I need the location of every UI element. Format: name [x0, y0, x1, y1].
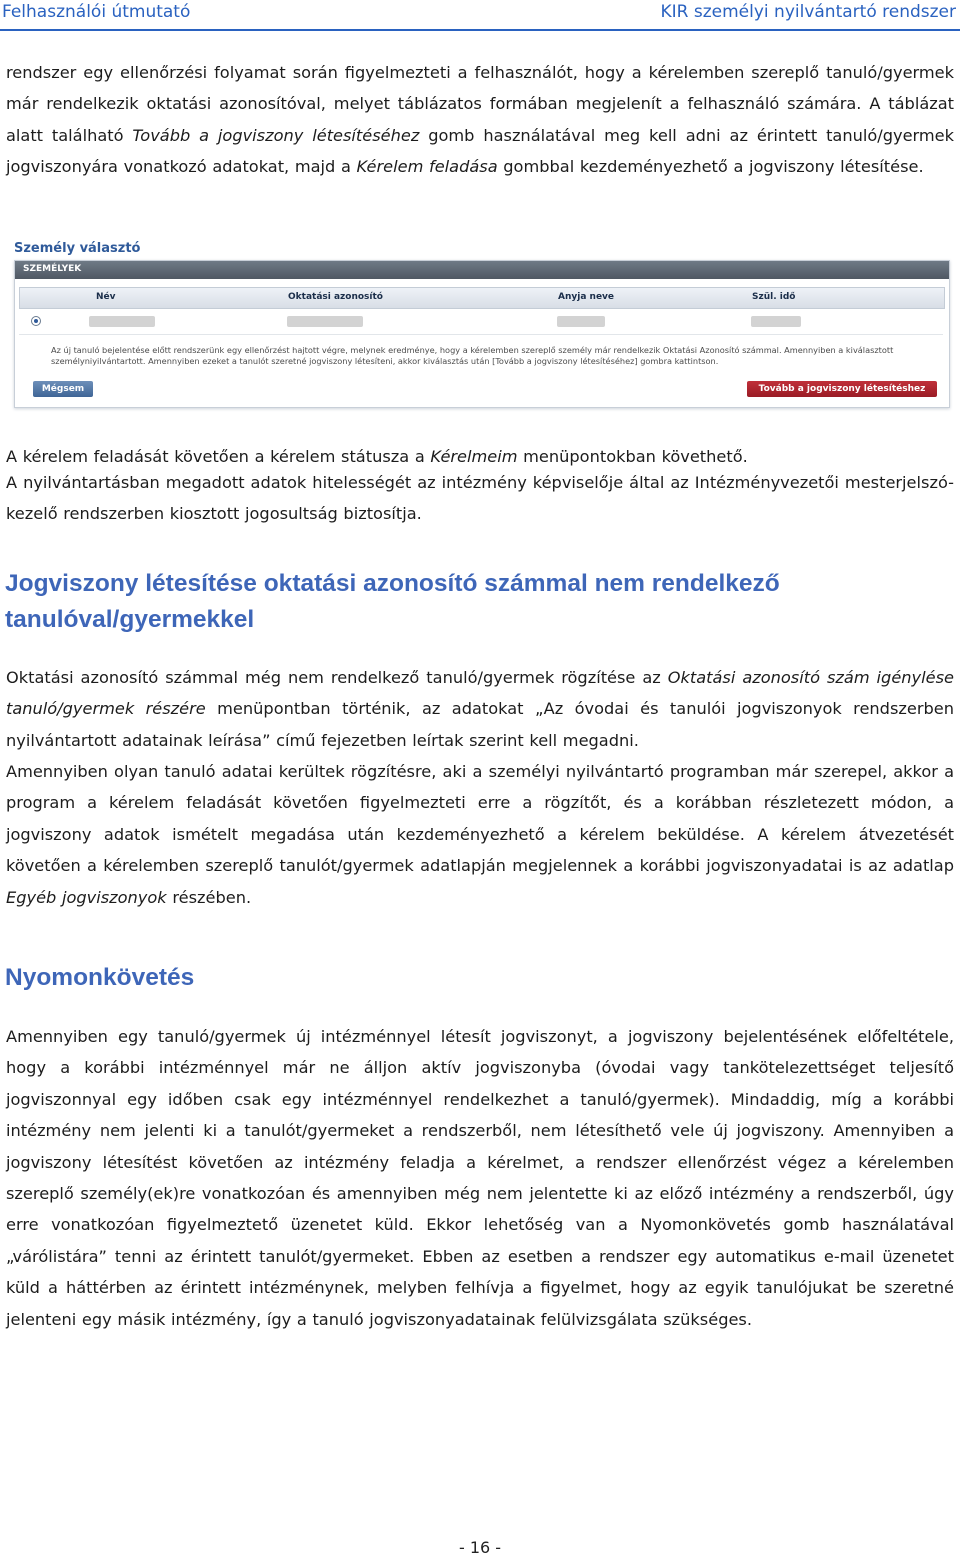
authenticity-paragraph: A nyilvántartásban megadott adatok hitelességét az intézmény képviselője által az Intézményvezetői mesterjelszó-kezelő rendszerben kiosztott jogosultság biztosítja. [6, 473, 954, 524]
document-title: Felhasználói útmutató [2, 2, 191, 22]
button-reference: Kérelem feladása [356, 157, 498, 177]
redacted-birth-date [751, 316, 801, 327]
text-run: A kérelem feladását követően a kérelem státusza a [6, 447, 431, 466]
redacted-education-id [287, 316, 363, 327]
text-run: menüpontokban követhető. [517, 447, 748, 466]
redacted-name [89, 316, 155, 327]
cancel-button[interactable]: Mégsem [33, 381, 93, 397]
redacted-mother-name [557, 316, 605, 327]
menu-reference: Oktatási azonosító szám igénylése tanuló/gyermek részére [6, 668, 954, 719]
continue-to-enrollment-button[interactable]: Tovább a jogviszony létesítéshez [747, 381, 937, 397]
notice-line: személyniyilvántartott. Amennyiben ezeket a tanulót szeretné jogviszony létesíteni, akkor kiválasztás után [Tovább a jogviszony létesítéséhez] gombra kattintson. [51, 356, 719, 366]
section-reference: Egyéb jogviszonyok [6, 887, 167, 907]
column-birth-date: Szül. idő [752, 292, 796, 302]
page-header [0, 0, 960, 28]
button-reference: Tovább a jogviszony létesítéséhez [132, 125, 420, 145]
persons-tab [15, 261, 949, 279]
text-run: gomb használatával meg kell adni az érintett tanuló/gyermek jogviszonyára vonatkozó adatokat, majd a [6, 125, 954, 177]
text-run: részében. [166, 887, 252, 907]
text-run: Oktatási azonosító számmal még nem rendelkező tanuló/gyermek rögzítése az [6, 668, 668, 687]
tab-label: SZEMÉLYEK [23, 264, 82, 274]
text-run: rendszer egy ellenőrzési folyamat során figyelmezteti a felhasználót, hogy a kérelemben szereplő tanuló/gyermek már rendelkezik oktatási azonosítóval, melyet táblázatos formában megjelenít a felhasználó számára. A táblázat alatt található [6, 63, 954, 145]
section-heading: Jogviszony létesítése oktatási azonosító számmal nem rendelkező tanulóval/gyermekkel [5, 570, 780, 633]
column-name: Név [96, 292, 116, 302]
row-select-radio[interactable] [31, 316, 41, 326]
person-selector-screenshot [14, 238, 952, 414]
table-header [19, 287, 945, 309]
text-run: menüpontban történik, az adatokat „Az óvodai és tanulói jogviszonyok rendszerben nyilvántartott adatainak leírása” című fejezetben leírtak szerint kell megadni. [6, 699, 954, 750]
column-education-id: Oktatási azonosító [288, 292, 383, 302]
tracking-paragraph: Amennyiben egy tanuló/gyermek új intézménnyel létesít jogviszonyt, a jogviszony bejelentésének előfeltétele, hogy a korábbi intézménnyel már ne álljon aktív jogviszonyba (óvodai vagy tankötelezettséget teljesítő jogviszonnyal egy időben csak egy intézménnyel rendelkezhet a tanuló/gyermek). Mindaddig, míg a korábbi intézmény nem jelenti ki a tanulót/gyermeket a rendszerből, nem létesíthető vele új jogviszony. Amennyiben a jogviszony létesítést követően az intézmény feladja a kérelmet, a rendszer ellenőrzést végez a kérelemben szereplő személy(ek)re vonatkozóan és amennyiben még nem jelentette ki az előző intézmény a rendszerből, úgy erre vonatkozóan figyelmeztető üzenetet küld. Ekkor lehetőség van a Nyomonkövetés gomb használatával „várólistára” tenni az érintett tanulót/gyermeket. Ebben az esetben a rendszer egy automatikus e-mail üzenetet küld a háttérben az érintett intézménynek, melyben felhívja a figyelmet, hogy az egyik tanulójukat be szeretné jelenteni egy másik intézmény, így a tanuló jogviszonyadatainak felülvizsgálata szükséges. [6, 1027, 954, 1329]
persons-panel [14, 260, 950, 408]
page-number: - 16 - [458, 1538, 502, 1557]
column-mother-name: Anyja neve [558, 292, 615, 302]
existing-student-paragraph [6, 756, 954, 913]
new-student-paragraph [6, 662, 954, 756]
existing-id-notice [51, 345, 931, 367]
text-run: Amennyiben olyan tanuló adatai kerültek rögzítésre, aki a személyi nyilvántartó programban már szerepel, akkor a program a kérelem feladását követően figyelmezteti erre a rögzítőt, és a korábban részletezett módon, a jogviszony adatok ismételt megadása után kezdeményezhető a kérelem beküldése. A kérelem átvezetését követően a kérelemben szereplő tanulót/gyermek adatlapján megjelennek a korábbi jogviszonyadatai is az adatlap [6, 762, 954, 876]
section-heading: Nyomonkövetés [5, 964, 195, 991]
menu-reference: Kérelmeim [430, 447, 518, 466]
header-divider [0, 29, 960, 31]
selector-title: Személy választó [14, 241, 141, 256]
text-run: gombbal kezdeményezhető a jogviszony létesítése. [497, 157, 924, 177]
notice-line: Az új tanuló bejelentése előtt rendszerünk egy ellenőrzést hajtott végre, melynek eredménye, hogy a kérelemben szereplő személy már rendelkezik Oktatási Azonosító számmal. Amennyiben a kiválasztott [51, 345, 894, 355]
table-row[interactable] [19, 308, 943, 335]
system-title: KIR személyi nyilvántartó rendszer [660, 2, 956, 22]
intro-paragraph [6, 57, 954, 183]
